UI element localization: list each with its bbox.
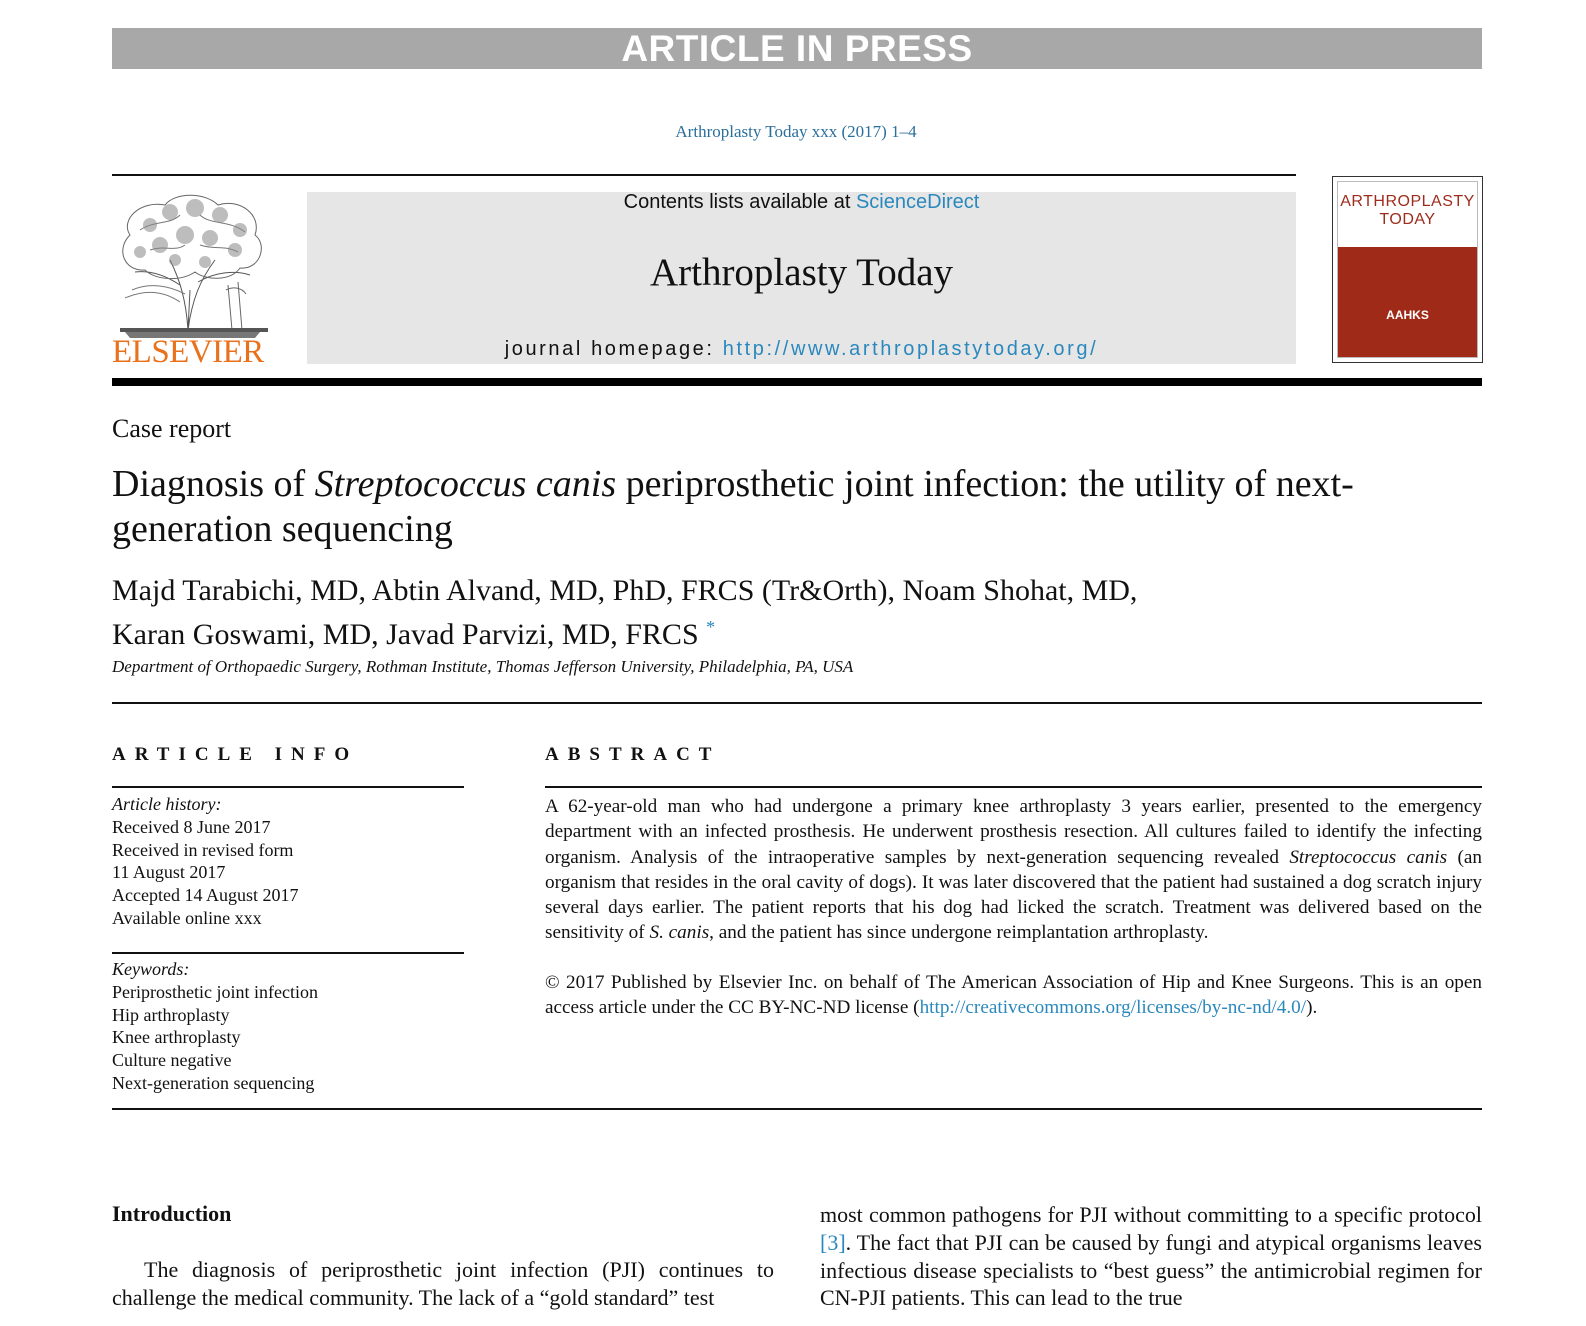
corresponding-author-link[interactable]: * <box>706 617 716 637</box>
history-item: Received 8 June 2017 <box>112 816 271 837</box>
cover-title-line1: ARTHROPLASTY <box>1340 193 1475 210</box>
article-title <box>112 462 1362 552</box>
abstract-heading: ABSTRACT <box>545 744 721 765</box>
copyright-notice <box>545 970 1482 1021</box>
history-item: Received in revised form <box>112 839 294 860</box>
authors-line-1: Majd Tarabichi, MD, Abtin Alvand, MD, PhD, FRCS (Tr&Orth), Noam Shohat, MD, <box>112 574 1138 607</box>
cover-red-panel <box>1338 247 1477 357</box>
history-item: 11 August 2017 <box>112 862 226 883</box>
abstract-part-1: A 62-year-old man who had undergone a primary knee arthroplasty 3 years earlier, presented to the emergency department with an infected prosthesis. He underwent prosthesis resection. All cultures failed to identify the infecting organism. Analysis of the intraoperative samples by next-generation sequencing revealed <box>545 796 1482 868</box>
publisher-name: ELSEVIER <box>112 334 264 370</box>
contents-line <box>307 191 1296 214</box>
article-in-press-banner <box>112 28 1482 69</box>
abstract-rule <box>545 786 1482 788</box>
copyright-end: ). <box>1306 997 1318 1019</box>
sciencedirect-link[interactable]: ScienceDirect <box>855 191 980 213</box>
title-part-1: Diagnosis of <box>112 463 315 505</box>
article-info-heading: ARTICLE INFO <box>112 744 359 765</box>
article-info-rule <box>112 786 464 788</box>
intro-right-part-1: most common pathogens for PJI without committing to a specific protocol <box>820 1202 1482 1227</box>
keyword-item: Hip arthroplasty <box>112 1004 230 1025</box>
abstract-part-3: , and the patient has since undergone reimplantation arthroplasty. <box>709 922 1209 944</box>
keyword-item: Next-generation sequencing <box>112 1072 315 1093</box>
author-list <box>112 573 1312 653</box>
history-label: Article history: <box>112 794 222 814</box>
title-part-2: periprosthetic joint infection: the utility of next-generation sequencing <box>112 463 1354 550</box>
abstract-part-2: (an organism that resides in the oral cavity of dogs). It was later discovered that the patient had sustained a dog scratch injury several days earlier. The patient reports that his dog had licked the scratch. Treatment was delivered based on the sensitivity of <box>545 846 1482 944</box>
banner-text: ARTICLE IN PRESS <box>621 27 973 69</box>
keyword-item: Periprosthetic joint infection <box>112 981 318 1002</box>
keywords-rule <box>112 952 464 954</box>
history-item: Available online xxx <box>112 907 262 928</box>
license-link[interactable]: http://creativecommons.org/licenses/by-nc-nd/4.0/ <box>919 997 1307 1019</box>
intro-right-part-2: . The fact that PJI can be caused by fungi and atypical organisms leaves infectious disease specialists to “best guess” the antimicrobial regimen for CN-PJI patients. This can lead to the true <box>820 1229 1482 1311</box>
header-rule <box>112 174 1296 176</box>
journal-cover-thumbnail[interactable] <box>1332 176 1483 363</box>
abstract-organism-short: S. canis <box>649 922 710 944</box>
keyword-item: Knee arthroplasty <box>112 1027 241 1048</box>
copyright-text: © 2017 Published by Elsevier Inc. on behalf of The American Association of Hip and Knee Surgeons. This is an open access article under the CC BY-NC-ND license ( <box>545 972 1482 1019</box>
cover-title-line2: TODAY <box>1379 211 1436 228</box>
authors-line-2: Karan Goswami, MD, Javad Parvizi, MD, FRCS <box>112 618 707 651</box>
cover-title <box>1333 193 1482 229</box>
title-organism: Streptococcus canis <box>314 463 617 505</box>
abstract-text <box>545 794 1482 946</box>
journal-homepage-line <box>307 338 1296 361</box>
abstract-organism: Streptococcus canis <box>1289 846 1448 868</box>
header-thick-rule <box>112 378 1482 386</box>
section-rule <box>112 702 1482 704</box>
journal-title: Arthroplasty Today <box>649 251 954 294</box>
history-item: Accepted 14 August 2017 <box>112 885 299 906</box>
cover-society-logo: AAHKS <box>1386 308 1429 322</box>
introduction-right-column <box>820 1201 1482 1312</box>
keyword-item: Culture negative <box>112 1050 232 1071</box>
journal-citation-link[interactable]: Arthroplasty Today xxx (2017) 1–4 <box>675 122 917 141</box>
homepage-prefix: journal homepage: <box>504 338 723 360</box>
contents-prefix: Contents lists available at <box>623 191 856 213</box>
keywords-label: Keywords: <box>112 959 190 979</box>
abstract-end-rule <box>112 1108 1482 1110</box>
homepage-link[interactable]: http://www.arthroplastytoday.org/ <box>722 338 1099 360</box>
affiliation: Department of Orthopaedic Surgery, Rothman Institute, Thomas Jefferson University, Philadelphia, PA, USA <box>112 657 854 676</box>
keywords <box>112 958 464 1095</box>
introduction-heading: Introduction <box>112 1201 232 1226</box>
introduction-left-column: The diagnosis of periprosthetic joint infection (PJI) continues to challenge the medical community. The lack of a “gold standard” test <box>112 1257 774 1310</box>
article-type: Case report <box>112 414 232 443</box>
reference-link[interactable]: [3] <box>820 1229 846 1255</box>
article-history <box>112 793 464 930</box>
